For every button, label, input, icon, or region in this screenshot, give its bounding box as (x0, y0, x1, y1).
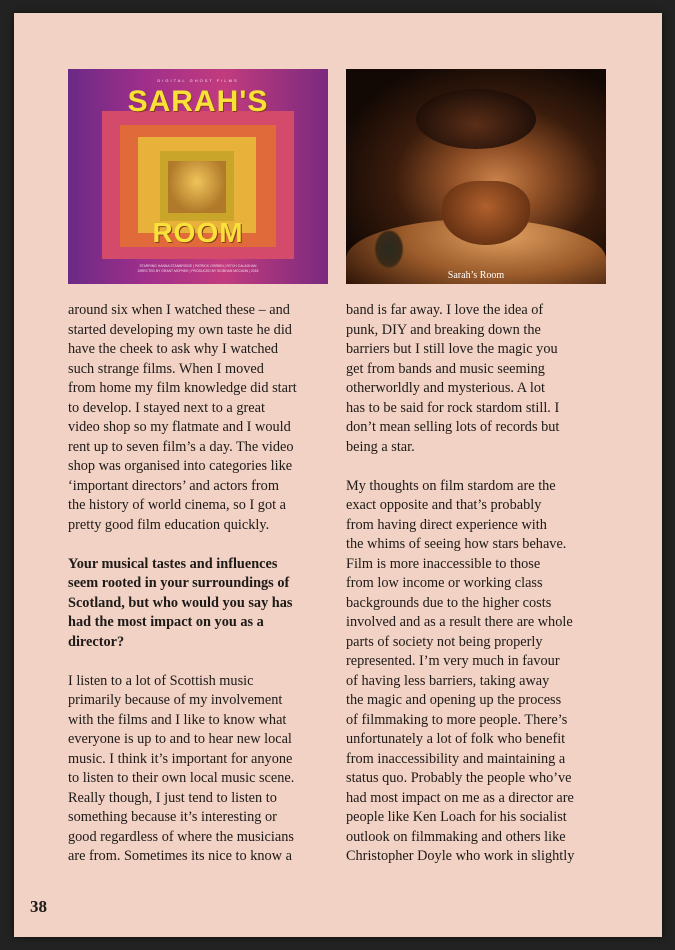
text-line: the history of world cinema, so I got a (68, 497, 286, 513)
text-line: something because it’s interesting or (68, 809, 277, 825)
text-line: pretty good film education quickly. (68, 516, 270, 533)
right-paragraph-2 (346, 477, 608, 867)
text-line: punk, DIY and breaking down the (346, 321, 541, 338)
poster-studio-text: DIGITAL GHOST FILMS (157, 78, 239, 83)
text-line: around six when I watched these – and (68, 302, 290, 318)
text-line: good regardless of where the musicians (68, 828, 294, 845)
text-line: are from. Sometimes its nice to know a (68, 848, 292, 864)
text-line: outlook on filmmaking and others like (346, 828, 566, 845)
text-line: Film is more inaccessible to those (346, 555, 541, 572)
text-line: band is far away. I love the idea of (346, 302, 544, 318)
text-line: from home my film knowledge did start (68, 380, 297, 396)
text-line: had most impact on me as a director are (346, 789, 574, 806)
text-line: has to be said for rock stardom still. I (346, 399, 560, 416)
paragraph-spacer (68, 535, 330, 555)
text-line: to develop. I stayed next to a great (68, 399, 265, 416)
text-line: director? (68, 633, 125, 650)
paragraph-spacer (346, 457, 608, 477)
poster-face-figure (168, 161, 226, 213)
text-line: parts of society not being properly (346, 633, 543, 650)
text-line: My thoughts on film stardom are the (346, 477, 556, 494)
paragraph-spacer (68, 652, 330, 672)
poster-credits-line: DIRECTED BY GRANT MCPHEE | PRODUCED BY SIOBHAN MCCANN | 2018 (137, 269, 259, 273)
text-line: the magic and opening up the process (346, 692, 562, 708)
text-line: status quo. Probably the people who’ve (346, 770, 572, 786)
poster-credits-line: STARRING HANNA STANBRIDGE | PATRICK O'BRIEN | RITCH CALAGHAN (139, 264, 257, 268)
photo-tattoo-shape (374, 229, 404, 269)
text-line: people like Ken Loach for his socialist (346, 809, 567, 825)
text-line: to listen to their own local music scene. (68, 770, 295, 786)
right-paragraph-1 (346, 301, 608, 457)
text-line: ‘important directors’ and actors from (68, 477, 279, 494)
text-line: from low income or working class (346, 575, 543, 591)
text-line: rent up to seven film’s a day. The video (68, 438, 294, 455)
text-line: being a star. (346, 438, 415, 455)
text-line: of filmmaking to more people. There’s (346, 711, 568, 728)
text-line: exact opposite and that’s probably (346, 497, 542, 513)
text-line: seem rooted in your surroundings of (68, 575, 290, 591)
text-line: get from bands and music seeming (346, 360, 545, 377)
text-line: everyone is up to and to hear new local (68, 731, 292, 747)
photo-beard-shape (442, 181, 530, 245)
text-line: Your musical tastes and influences (68, 555, 278, 572)
director-portrait-photo (346, 69, 606, 284)
text-line: from having direct experience with (346, 516, 547, 533)
text-line: involved and as a result there are whole (346, 614, 573, 630)
text-line: of having less barriers, taking away (346, 672, 550, 689)
text-line: from inaccessibility and maintaining a (346, 750, 566, 767)
text-line: barriers but I still love the magic you (346, 341, 558, 357)
text-line: don’t mean selling lots of records but (346, 419, 560, 435)
text-line: otherworldly and mysterious. A lot (346, 380, 545, 396)
text-line: represented. I’m very much in favour (346, 653, 560, 669)
magazine-page (14, 13, 662, 937)
text-line: Scotland, but who would you say has (68, 594, 293, 611)
photo-caption: Sarah’s Room (447, 270, 505, 281)
text-line: primarily because of my involvement (68, 692, 283, 708)
right-text-column (346, 301, 608, 867)
left-paragraph-2 (68, 672, 330, 867)
text-line: video shop so my flatmate and I would (68, 419, 291, 435)
text-line: have the cheek to ask why I watched (68, 341, 278, 357)
interview-question (68, 555, 330, 653)
text-line: such strange films. When I moved (68, 360, 264, 377)
text-line: music. I think it’s important for anyone (68, 750, 293, 767)
text-line: I listen to a lot of Scottish music (68, 672, 254, 689)
poster-credits (74, 264, 322, 274)
text-line: had the most impact on you as a (68, 614, 264, 630)
left-paragraph-1 (68, 301, 330, 535)
text-line: Christopher Doyle who work in slightly (346, 848, 575, 864)
text-line: backgrounds due to the higher costs (346, 594, 552, 611)
page-number: 38 (30, 897, 47, 916)
photo-hair-shape (416, 89, 536, 149)
text-line: the whims of seeing how stars behave. (346, 536, 567, 552)
text-line: started developing my own taste he did (68, 321, 292, 338)
left-text-column (68, 301, 330, 867)
text-line: shop was organised into categories like (68, 458, 293, 474)
poster-title-line2: ROOM (152, 217, 244, 248)
text-line: unfortunately a lot of folk who benefit (346, 731, 566, 747)
text-line: with the films and I like to know what (68, 711, 287, 728)
poster-title-line1: SARAH'S (127, 85, 269, 118)
sarahs-room-poster-image (68, 69, 328, 284)
text-line: Really though, I just tend to listen to (68, 789, 277, 806)
